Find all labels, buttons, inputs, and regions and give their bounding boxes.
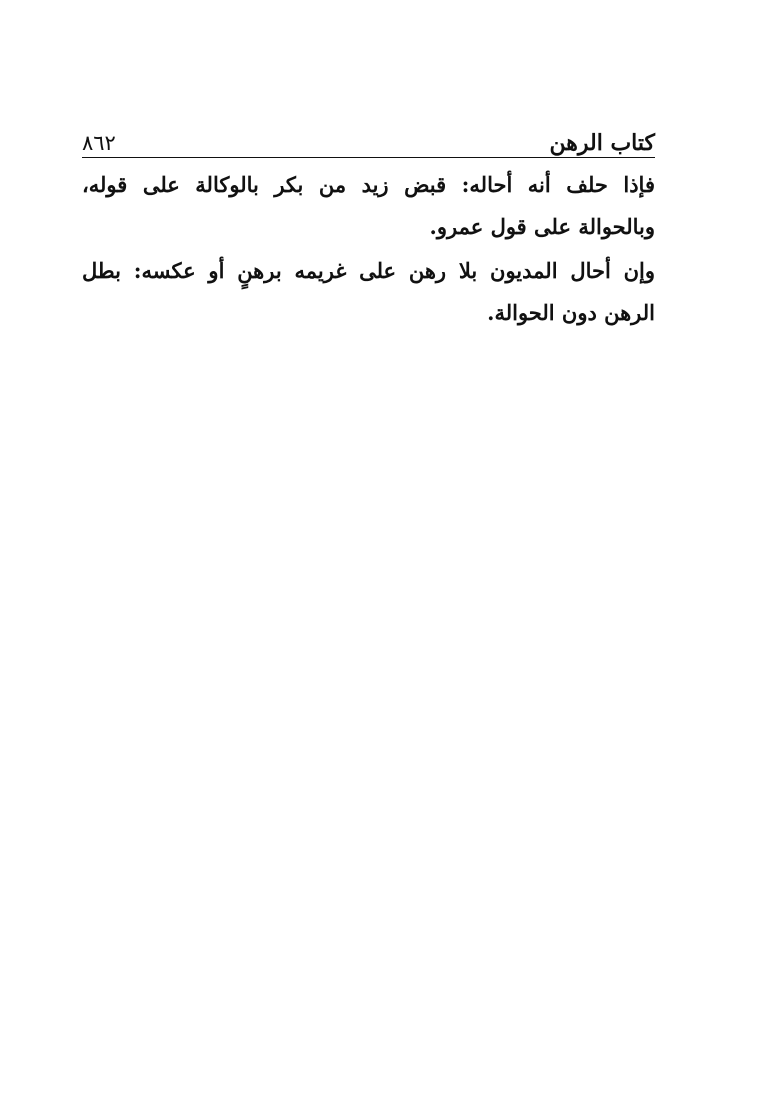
paragraph-2: وإن أحال المديون بلا رهن على غريمه برهنٍ أو عكسه: بطل الرهن دون الحوالة. — [82, 258, 655, 325]
chapter-title: كتاب الرهن — [549, 130, 655, 156]
paragraph-1: فإذا حلف أنه أحاله: قبض زيد من بكر بالوكالة على قوله، وبالحوالة على قول عمرو. — [82, 172, 655, 239]
header-rule — [82, 157, 655, 158]
running-header — [82, 128, 655, 158]
page-number: ٨٦٢ — [82, 131, 116, 155]
body-text — [82, 164, 655, 336]
